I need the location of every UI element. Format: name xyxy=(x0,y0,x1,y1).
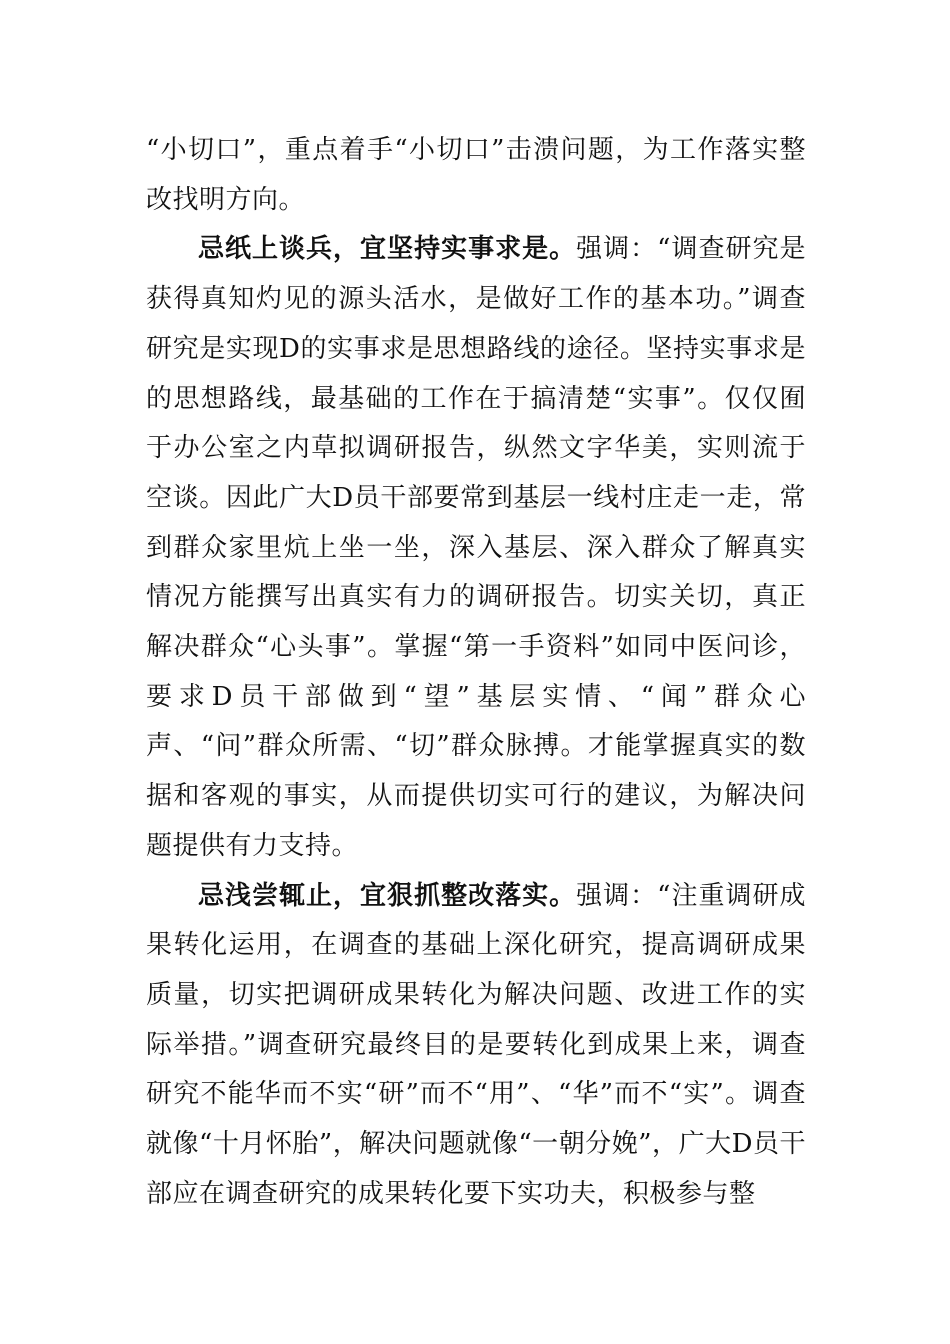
document-page xyxy=(146,126,806,1219)
paragraph-rectification xyxy=(146,872,806,1220)
paragraph-text: “小切口”，重点着手“小切口”击溃问题，为工作落实整改找明方向。 xyxy=(146,135,806,215)
paragraph-text: 强调：“调查研究是获得真知灼见的源头活水，是做好工作的基本功。”调查研究是实现D的实事求是思想路线的途径。坚持实事求是的思想路线，最基础的工作在于搞清楚“实事”。仅仅囿于办公室之内草拟调研报告，纵然文字华美，实则流于空谈。因此广大D员干部要常到基层一线村庄走一走，常到群众家里炕上坐一坐，深入基层、深入群众了解真实情况方能撰写出真实有力的调研报告。切实关切，真正解决群众“心头事”。掌握“第一手资料”如同中医问诊，要求D员干部做到“望”基层实情、“闻”群众心声、“问”群众所需、“切”群众脉搏。才能掌握真实的数据和客观的事实，从而提供切实可行的建议，为解决问题提供有力支持。 xyxy=(146,234,806,861)
paragraph-text: 强调：“注重调研成果转化运用，在调查的基础上深化研究，提高调研成果质量，切实把调研成果转化为解决问题、改进工作的实际举措。”调查研究最终目的是要转化到成果上来，调查研究不能华而不实“研”而不“用”、“华”而不“实”。调查就像“十月怀胎”，解决问题就像“一朝分娩”，广大D员干部应在调查研究的成果转化要下实功夫，积极参与整 xyxy=(146,880,806,1209)
paragraph-seek-truth xyxy=(146,225,806,871)
paragraph-lead-heading: 忌浅尝辄止，宜狠抓整改落实。 xyxy=(198,880,577,911)
paragraph-continuation xyxy=(146,126,806,225)
paragraph-lead-heading: 忌纸上谈兵，宜坚持实事求是。 xyxy=(198,234,577,265)
